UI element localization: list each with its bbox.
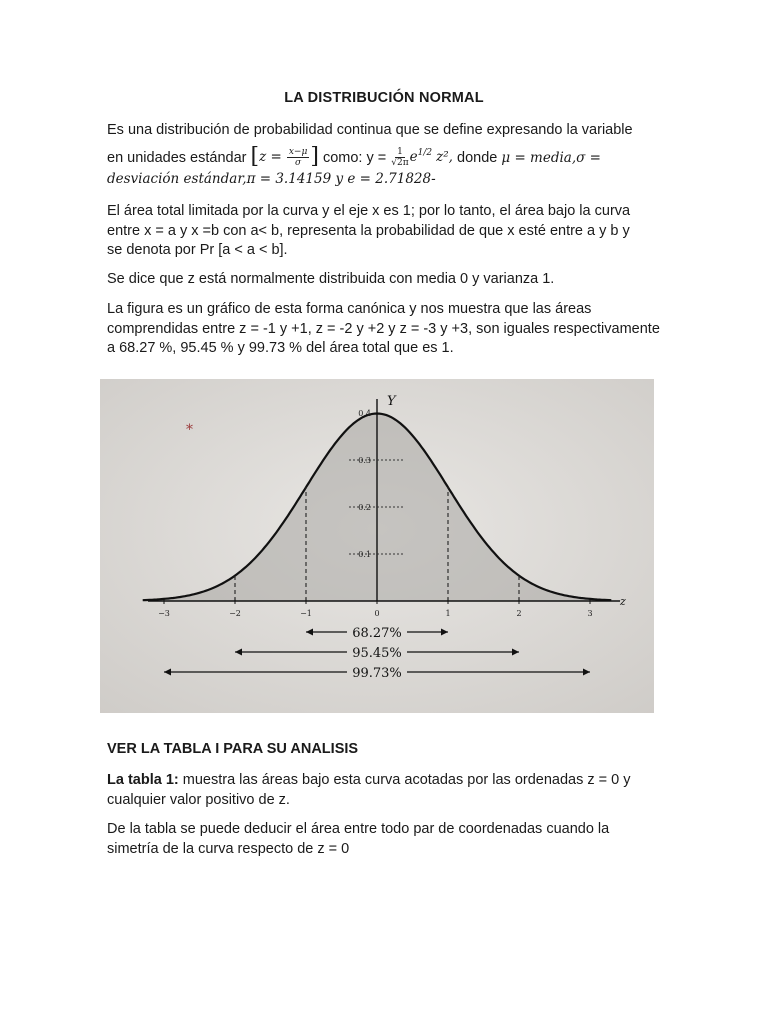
normal-curve-figure <box>100 379 654 713</box>
formula-y <box>390 147 457 168</box>
intro-text-unidades: en unidades estándar <box>107 149 247 166</box>
formula-y-z2: z², <box>436 149 453 166</box>
x-tick-label: 1 <box>445 609 451 618</box>
x-tick-label: 0 <box>374 609 380 618</box>
formula-y-fraction <box>391 147 408 168</box>
annotation-label: 95.45% <box>352 646 402 661</box>
tabla-label: La tabla 1: <box>107 772 179 788</box>
figure-line-1: La figura es un gráfico de esta forma canónica y nos muestra que las áreas <box>107 301 592 317</box>
y-tick-label: 0.2 <box>358 503 371 512</box>
page-title: LA DISTRIBUCIÓN NORMAL <box>284 90 484 106</box>
formula-z: [z = $\frac{x-\mu}{\sigma}$ ] <box>250 144 319 170</box>
y-tick-label: 0.3 <box>358 456 371 465</box>
normal-curve-chart <box>100 379 654 713</box>
normal-paragraph: Se dice que z está normalmente distribuida con media 0 y varianza 1. <box>107 271 555 287</box>
y-tick-label: 0.1 <box>358 550 371 559</box>
figure-paragraph <box>107 300 661 359</box>
deduce-line-1: De la tabla se puede deducir el área entre todo par de coordenadas cuando la <box>107 821 610 837</box>
intro-text-como: como: y = <box>322 149 387 166</box>
x-tick-label: −2 <box>229 609 241 618</box>
deduce-paragraph <box>107 820 661 859</box>
formula-z-numerator: x−μ <box>288 147 308 157</box>
formula-z-fraction <box>287 147 309 168</box>
x-axis-label: z <box>620 595 626 608</box>
formula-y-exponent: 1/2 <box>417 148 433 159</box>
intro-text-donde: donde <box>457 149 498 166</box>
section-heading-tabla: VER LA TABLA I PARA SU ANALISIS <box>107 741 359 757</box>
red-mark-icon: * <box>186 422 193 438</box>
x-tick-label: 3 <box>587 609 593 618</box>
annotation-label: 68.27% <box>352 626 402 641</box>
x-tick-label: 2 <box>516 609 522 618</box>
figure-line-2: comprendidas entre z = -1 y +1, z = -2 y +2 y z = -3 y +3, son iguales respectivamente <box>107 320 660 337</box>
y-axis-label: Y <box>387 394 396 409</box>
annotation-label: 99.73% <box>352 666 402 681</box>
area-line-3: se denota por Pr [a < a < b]. <box>107 242 288 258</box>
y-tick-label: 0.4 <box>358 409 371 418</box>
formula-y-numerator: 1 <box>397 147 403 157</box>
intro-paragraph <box>107 121 661 190</box>
formula-y-denominator: √2π <box>391 158 409 168</box>
tabla-text: muestra las áreas bajo esta curva acotadas por las ordenadas z = 0 y <box>182 772 631 788</box>
formula-z-lhs: z = <box>259 149 282 166</box>
deduce-line-2: simetría de la curva respecto de z = 0 <box>107 840 350 857</box>
tabla-line-1 <box>107 771 661 791</box>
intro-line-1: Es una distribución de probabilidad continua que se define expresando la variable <box>107 122 633 138</box>
formula-z-denominator: σ <box>295 158 302 168</box>
tabla-line-2: cualquier valor positivo de z. <box>107 791 290 808</box>
x-tick-label: −1 <box>300 609 312 618</box>
area-line-1: El área total limitada por la curva y el eje x es 1; por lo tanto, el área bajo la curva <box>107 203 631 219</box>
area-paragraph <box>107 202 661 261</box>
figure-line-3: a 68.27 %, 95.45 % y 99.73 % del área total que es 1. <box>107 340 454 356</box>
formula-mu-sigma: μ = media,σ = <box>501 149 601 166</box>
formula-y-e: e <box>409 149 418 166</box>
intro-line-2 <box>107 145 661 169</box>
x-tick-label: −3 <box>158 609 170 618</box>
tabla-paragraph <box>107 771 661 810</box>
area-line-2: entre x = a y x =b con a< b, representa la probabilidad de que x esté entre a y b y <box>107 222 630 239</box>
intro-line-3: desviación estándar,π = 3.14159 y e = 2.71828- <box>107 171 436 187</box>
